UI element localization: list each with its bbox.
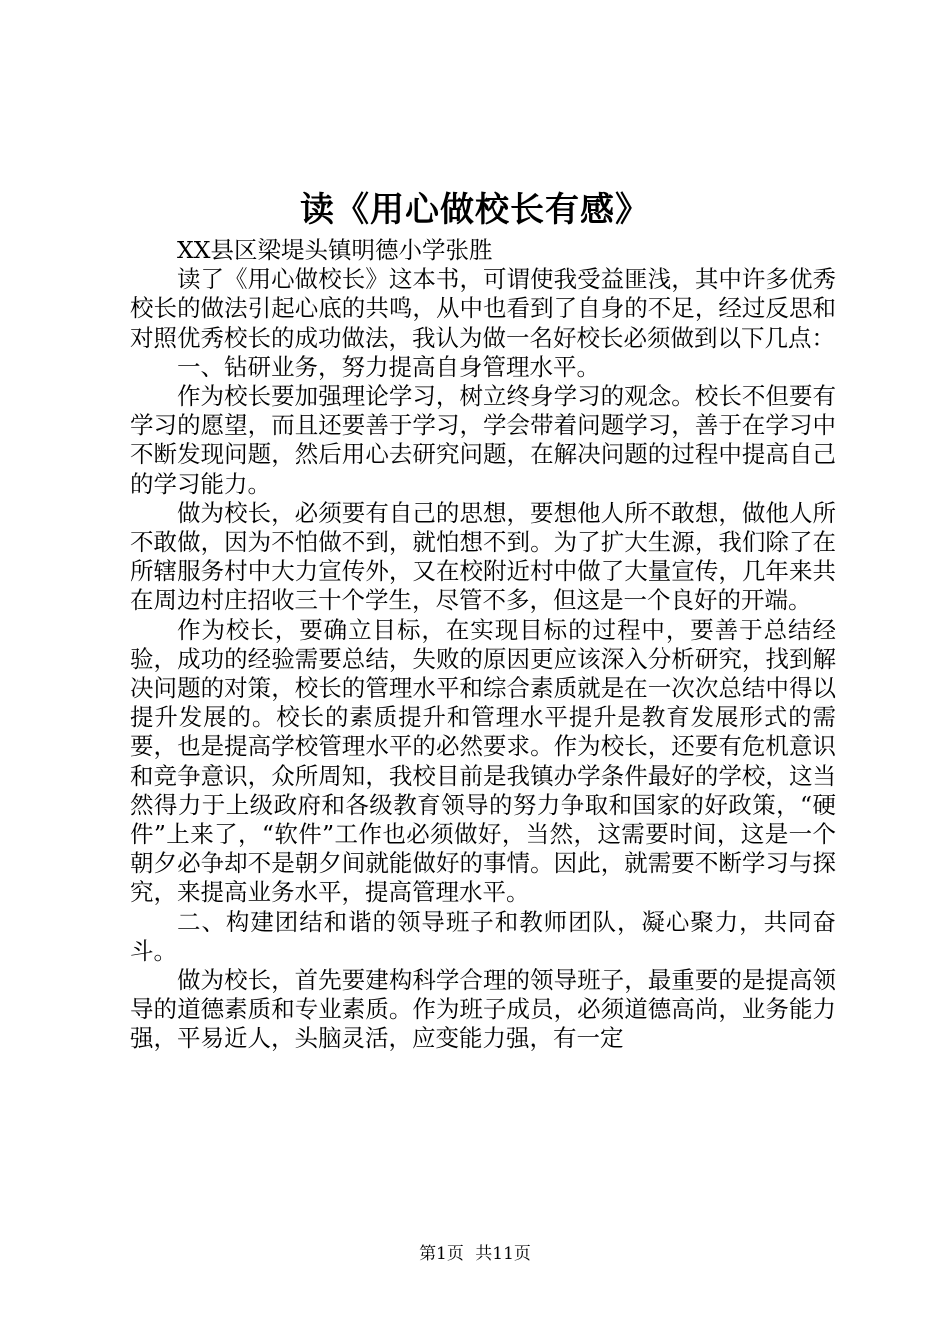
page-footer [0,1242,950,1266]
paragraph-intro: 读了《用心做校长》这本书，可谓使我受益匪浅，其中许多优秀校长的做法引起心底的共鸣，从中也看到了自身的不足，经过反思和对照优秀校长的成功做法，我认为做一名好校长必须做到以下几点： [130,265,836,352]
paragraph: 做为校长，首先要建构科学合理的领导班子，最重要的是提高领导的道德素质和专业素质。作为班子成员，必须道德高尚，业务能力强，平易近人，头脑灵活，应变能力强，有一定 [130,966,836,1053]
document-body [130,236,836,1054]
page-count: 共11页 [475,1244,531,1264]
document-title: 读《用心做校长有感》 [300,190,650,230]
author-line: XX县区梁堤头镇明德小学张胜 [177,236,493,264]
paragraph: 做为校长，必须要有自己的思想，要想他人所不敢想，做他人所不敢做，因为不怕做不到，就怕想不到。为了扩大生源，我们除了在所辖服务村中大力宣传外，又在校附近村中做了大量宣传，几年来共在周边村庄招收三十个学生，尽管不多，但这是一个良好的开端。 [130,498,836,615]
section-heading-2: 二、构建团结和谐的领导班子和教师团队，凝心聚力，共同奋斗。 [130,907,836,965]
page-number: 第1页 [419,1244,464,1264]
paragraph: 作为校长要加强理论学习，树立终身学习的观念。校长不但要有学习的愿望，而且还要善于学习，学会带着问题学习，善于在学习中不断发现问题，然后用心去研究问题，在解决问题的过程中提高自己的学习能力。 [130,382,836,498]
paragraph: 作为校长，要确立目标，在实现目标的过程中，要善于总结经验，成功的经验需要总结，失败的原因更应该深入分析研究，找到解决问题的对策，校长的管理水平和综合素质就是在一次次总结中得以提升发展的。校长的素质提升和管理水平提升是教育发展形式的需要，也是提高学校管理水平的必然要求。作为校长，还要有危机意识和竞争意识，众所周知，我校目前是我镇办学条件最好的学校，这当然得力于上级政府和各级教育领导的努力争取和国家的好政策，“硬件”上来了，“软件”工作也必须做好，当然，这需要时间，这是一个朝夕必争却不是朝夕间就能做好的事情。因此，就需要不断学习与探究，来提高业务水平，提高管理水平。 [130,615,836,907]
section-heading-1: 一、钻研业务，努力提高自身管理水平。 [177,352,600,381]
